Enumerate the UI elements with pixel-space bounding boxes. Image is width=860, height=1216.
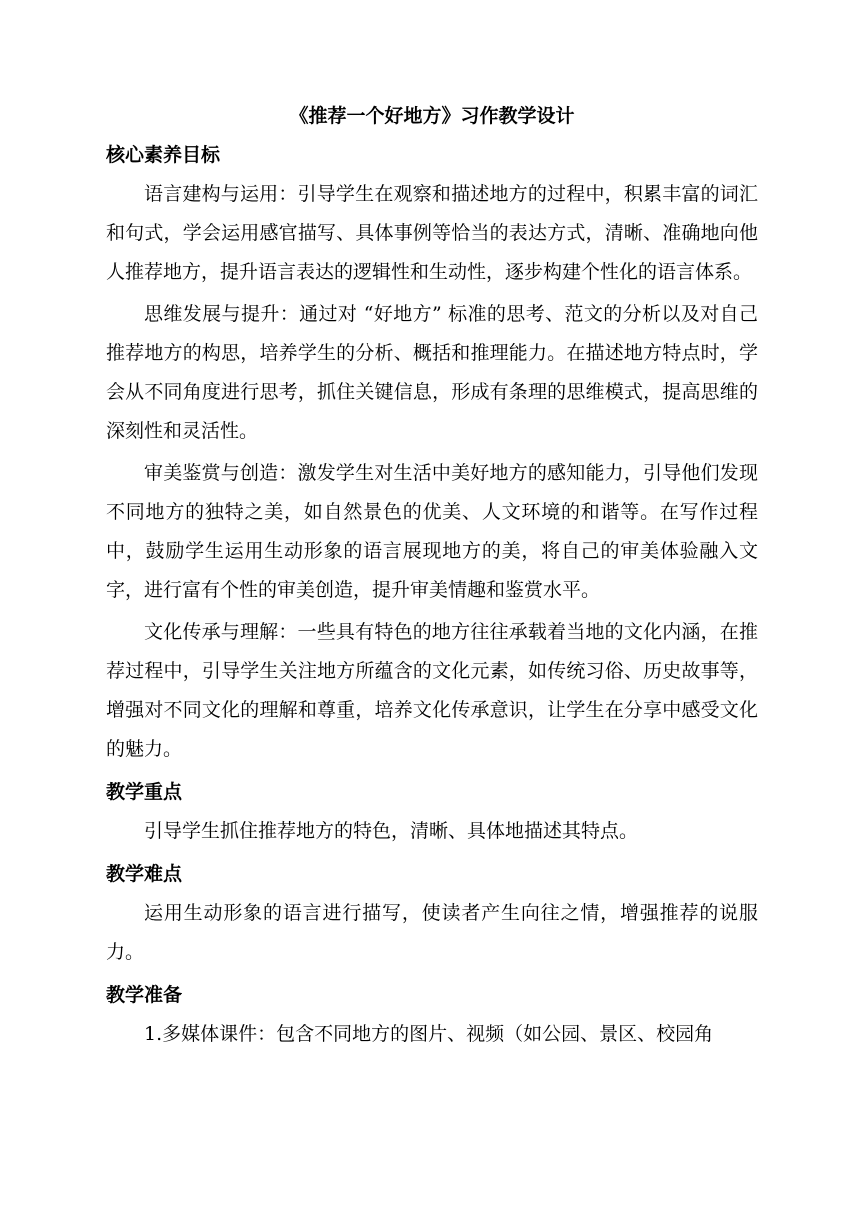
paragraph-difficulties: 运用生动形象的语言进行描写，使读者产生向往之情，增强推荐的说服力。 — [106, 902, 758, 963]
document-page — [106, 98, 758, 1054]
section-heading-difficulties: 教学难点 — [106, 863, 183, 885]
paragraph-aesthetics: 审美鉴赏与创造：激发学生对生活中美好地方的感知能力，引导他们发现不同地方的独特之美，如自然景色的优美、人文环境的和谐等。在写作过程中，鼓励学生运用生动形象的语言展现地方的美，将自己的审美体验融入文字，进行富有个性的审美创造，提升审美情趣和鉴赏水平。 — [106, 462, 758, 601]
section-heading-preparation: 教学准备 — [106, 984, 183, 1006]
paragraph-preparation: 1.多媒体课件：包含不同地方的图片、视频（如公园、景区、校园角 — [144, 1023, 714, 1045]
paragraph-key-points: 引导学生抓住推荐地方的特色，清晰、具体地描述其特点。 — [144, 820, 639, 842]
document-title: 《推荐一个好地方》习作教学设计 — [289, 105, 575, 127]
section-heading-key-points: 教学重点 — [106, 781, 183, 803]
paragraph-culture: 文化传承与理解：一些具有特色的地方往往承载着当地的文化内涵，在推荐过程中，引导学生关注地方所蕴含的文化元素，如传统习俗、历史故事等，增强对不同文化的理解和尊重，培养文化传承意识，让学生在分享中感受文化的魅力。 — [106, 621, 758, 760]
paragraph-thinking: 思维发展与提升：通过对 “好地方” 标准的思考、范文的分析以及对自己推荐地方的构思，培养学生的分析、概括和推理能力。在描述地方特点时，学会从不同角度进行思考，抓住关键信息，形成有条理的思维模式，提高思维的深刻性和灵活性。 — [106, 303, 758, 442]
section-heading-core-goals: 核心素养目标 — [106, 144, 221, 166]
paragraph-language: 语言建构与运用：引导学生在观察和描述地方的过程中，积累丰富的词汇和句式，学会运用感官描写、具体事例等恰当的表达方式，清晰、准确地向他人推荐地方，提升语言表达的逻辑性和生动性，逐步构建个性化的语言体系。 — [106, 183, 758, 283]
